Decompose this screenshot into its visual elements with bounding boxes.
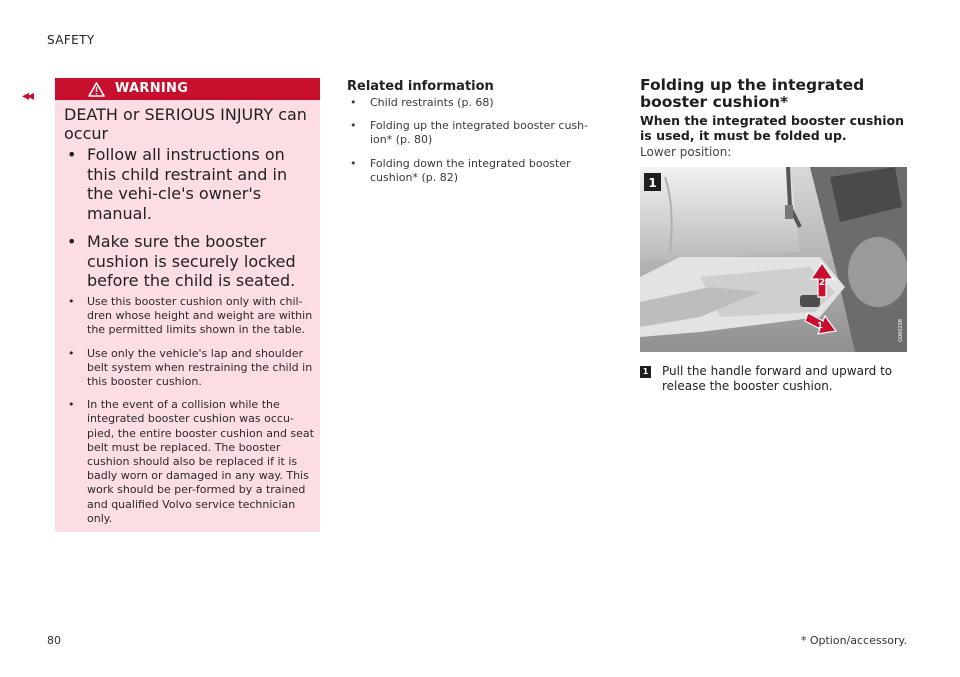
list-item-text: Use this booster cushion only with chil-dren whose height and weight are within the permitted limits shown in the table. <box>87 295 313 337</box>
step-marker: 1 <box>640 366 651 378</box>
warning-box <box>55 78 320 532</box>
image-code: G060208 <box>898 319 904 342</box>
warning-triangle-icon <box>88 82 105 97</box>
warning-title: WARNING <box>115 81 189 96</box>
list-item: • In the event of a collision while the integrated booster cushion was occu-pied, the entire booster cushion and seat belt must be replaced. The booster cushion should also be replaced if it is badly worn or damaged in any way. This work should be per-formed by a trained and qualified Volvo service technician only. <box>68 398 314 525</box>
list-item: • Make sure the booster cushion is securely locked before the child is seated. <box>67 232 296 290</box>
booster-cushion-illustration <box>640 167 907 352</box>
warning-intro: DEATH or SERIOUS INJURY can occur <box>64 105 307 143</box>
warning-main-list <box>64 145 316 300</box>
section-title: Folding up the integrated booster cushion* <box>640 76 865 111</box>
list-item-text: In the event of a collision while the integrated booster cushion was occu-pied, the entire booster cushion and seat belt must be replaced. The booster cushion should also be replaced if it is badly worn or damaged in any way. This work should be per-formed by a trained and qualified Volvo service technician only. <box>87 398 314 525</box>
related-link-text[interactable]: Child restraints (p. 68) <box>370 96 494 109</box>
related-link-text[interactable]: Folding up the integrated booster cush-ion* (p. 80) <box>370 119 589 147</box>
footnote: * Option/accessory. <box>800 634 907 647</box>
list-item: • Follow all instructions on this child restraint and in the vehi-cle's owner's manual. <box>67 145 288 223</box>
figure-badge: 1 <box>648 176 657 190</box>
related-info-title: Related information <box>347 79 494 94</box>
related-info-list <box>347 96 603 194</box>
list-item-text: Follow all instructions on this child restraint and in the vehi-cle's owner's manual. <box>87 145 288 223</box>
arrow-label-1: 1 <box>817 321 823 330</box>
section-header: SAFETY <box>47 33 95 47</box>
position-label: Lower position: <box>640 145 732 159</box>
list-item-text: Use only the vehicle's lap and shoulder belt system when restraining the child in this booster cushion. <box>87 346 313 389</box>
related-link[interactable]: • Folding down the integrated booster cushion* (p. 82) <box>350 156 571 184</box>
list-item: • Use this booster cushion only with chil-dren whose height and weight are within the permitted limits shown in the table. <box>68 295 313 337</box>
related-link[interactable]: • Child restraints (p. 68) <box>350 96 494 109</box>
step-text: Pull the handle forward and upward to release the booster cushion. <box>662 364 893 393</box>
list-item: • Use only the vehicle's lap and shoulder belt system when restraining the child in this booster cushion. <box>68 346 313 389</box>
section-lead: When the integrated booster cushion is used, it must be folded up. <box>640 113 905 143</box>
list-item-text: Make sure the booster cushion is securely locked before the child is seated. <box>87 232 296 290</box>
related-link-text[interactable]: Folding down the integrated booster cushion* (p. 82) <box>370 156 571 184</box>
continued-marker: ◂◂ <box>22 88 33 104</box>
warning-detail-list <box>64 295 316 535</box>
arrow-label-2: 2 <box>818 278 826 288</box>
warning-header-bar <box>55 78 320 100</box>
page-number: 80 <box>47 634 61 647</box>
related-link[interactable]: • Folding up the integrated booster cush-ion* (p. 80) <box>350 119 589 147</box>
